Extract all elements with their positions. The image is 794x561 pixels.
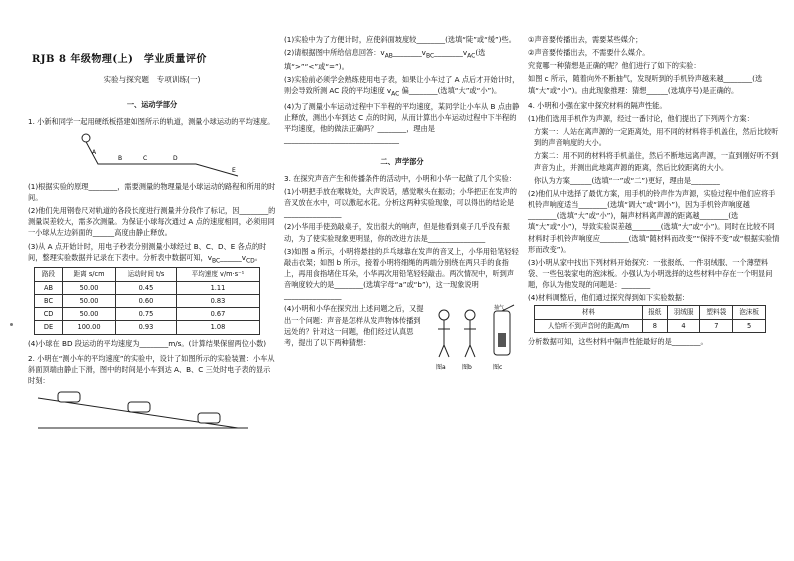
data-table-1: [34, 267, 260, 334]
table-row: [35, 294, 260, 307]
q2-intro: 2. 小明在“测小车的平均速度”的实验中，设计了如图所示的实验装置：小车从斜面顶端由静止下滑，图中的时间是小车到达 A、B、C 三处时电子表的显示时刻：: [28, 353, 275, 385]
table-cell: AB: [35, 281, 63, 294]
plan-1: 方案一：人站在离声源的一定距离处，用不同的材料将手机盖住，然后比较听到的声音响度的大小。: [534, 127, 779, 148]
page-title: RJB 8 年级物理(上) 学业质量评价: [32, 54, 207, 65]
data-table-2: [534, 305, 766, 332]
cart-icon: [58, 392, 80, 402]
q1-part4: (4)小球在 BD 段运动的平均速度为________m/s。(计算结果保留两位小数): [28, 338, 267, 348]
table-cell: 0.93: [116, 321, 177, 334]
table-header: 塑料袋: [700, 306, 733, 319]
fig-label-b: 图b: [462, 364, 472, 372]
q2-part4: (4)为了测量小车运动过程中下半程的平均速度，某同学让小车从 B 点由静止释放，测出小车到达 C 点的时间，从而计算出小车运动过程中下半程的平均速度，他的做法正确吗？________，理由是________________________________: [284, 101, 520, 145]
q3-part3: (3)如图 a 所示，小明将悬挂的乒乓球靠在发声的音叉上，小华用铅笔轻轻敲击衣架；如图 b 所示，接着小明将细绳的两端分别绕在两只手的食指上，再用食指堵住耳朵，小华再次用铅笔轻轻敲击。两次情况中，听到声音响度较大的是________(选填字母“a”或“b”)，这一现象说明________________: [284, 246, 519, 301]
q4-part5: 分析数据可知，这些材料中隔声性能最好的是________。: [528, 336, 708, 346]
table-header: 平均速度 v/m·s⁻¹: [176, 268, 259, 281]
table-header: 羽绒服: [667, 306, 700, 319]
q4-part1: (1)他们选用手机作为声源，经过一番讨论，他们提出了下列两个方案：: [528, 113, 754, 123]
q4-part2: (2)他们从中选择了最优方案，用手机的铃声作为声源，实验过程中他们应将手机铃声响度适当________(选填“调大”或“调小”)，因为手机铃声响度越________(选填“大”或“小”)，隔声材料离声源的距离越________(选填“大”或“小”)，导致实验误差越________(选填“大”或“小”)。同时在比较不同材料时手机铃声响度应________(选填“随材料而改变”“保持不变”或“根据实验情形而改变”)。: [528, 188, 780, 254]
column-3: [528, 0, 780, 561]
ball-icon: [82, 134, 90, 142]
q3-part4-block: [284, 303, 520, 373]
table-cell: 1.11: [176, 281, 259, 294]
table-header: 材料: [535, 306, 643, 319]
track-line: [84, 138, 238, 176]
table-cell: 100.00: [63, 321, 116, 334]
phone-icon: [498, 333, 506, 347]
table-cell: 0.83: [176, 294, 259, 307]
table-row: [535, 319, 766, 332]
q3-part4: (4)小明和小华在探究出上述问题之后，又提出一个问题：声音是怎样从发声物体传播到远处的？针对这一问题，他们经过认真思考，提出了以下两种猜想：: [284, 304, 424, 347]
table-cell: 4: [667, 319, 700, 332]
fig-label-b: B: [118, 154, 123, 162]
q4-part1-answer: 你认为方案______(选填“一”或“二”)更好，理由是________: [534, 175, 720, 185]
fig-label-c: 图c: [493, 364, 503, 372]
q2-part2: (2)请根据图中所给信息回答：$v_{AB}\_\_\_\_\_\_\_\_v_{BC}\_\_\_\_\_\_\_\_v_{AC}$(选填“>”“<”或“=”)。: [284, 48, 486, 71]
table-header-row: [535, 306, 766, 319]
table-cell: 8: [642, 319, 667, 332]
plan-2: 方案二：用不同的材料将手机盖住，然后不断地远离声源，一直到刚好听不到声音为止，并测出此地离声源的距离，然后比较距离的大小。: [534, 151, 779, 172]
q2-part1: (1)实验中为了方便计时，应使斜面坡度较________(选填“陡”或“缓”)些。: [284, 35, 516, 44]
table-row: [35, 321, 260, 334]
table-header: 运动时间 t/s: [116, 268, 177, 281]
q1-part1: (1)根据实验的原理________，需要测量的物理量是小球运动的路程和所用的时间。: [28, 181, 276, 202]
guess-1: ①声音要传播出去，需要某些媒介；: [528, 35, 643, 44]
column-1: [28, 0, 276, 561]
fig-label-a: A: [92, 148, 97, 156]
table-row: [35, 308, 260, 321]
ramp-figure: [28, 388, 268, 432]
table-header-row: [35, 268, 260, 281]
guess-2: ②声音要传播出去，不需要什么媒介。: [528, 48, 650, 58]
section-acoustics-heading: 二、声学部分: [380, 156, 424, 166]
table-header: 泡沫板: [733, 306, 766, 319]
cart-icon: [128, 402, 150, 412]
table-row: [35, 281, 260, 294]
table-cell: 1.08: [176, 321, 259, 334]
column-2: [284, 0, 520, 561]
fig-label-a: 图a: [436, 364, 446, 372]
q3-part1: (1)小明把手放在喉咙处，大声说话，感觉喉头在振动；小华把正在发声的音叉放在水中，可以激起水花。分析这两种实验现象，可以得出的结论是________________: [284, 186, 517, 219]
q3-experiment-text: 如图 c 所示，随着向外不断抽气，发现听到的手机铃声越来越________(选填“大”或“小”)。由此现象推理：猜想______(选填序号)是正确的。: [528, 74, 763, 95]
table-cell: 人恰听不到声音时的距离/m: [535, 319, 643, 332]
sound-experiment-figure: [430, 303, 520, 373]
table-cell: 0.45: [116, 281, 177, 294]
table-cell: 50.00: [63, 294, 116, 307]
track-figure: [28, 130, 268, 178]
fig-label-c: C: [143, 154, 148, 162]
table-cell: 50.00: [63, 308, 116, 321]
table-cell: DE: [35, 321, 63, 334]
q4-part3: (3)小明从家中找出下列材料开始探究：一张报纸、一件羽绒服、一个薄塑料袋、一些包装家电的泡沫板。小强认为小明选择的这些材料中存在一个明显问题，你认为他发现的问题是：________: [528, 257, 773, 290]
table-cell: 5: [733, 319, 766, 332]
table-cell: 0.75: [116, 308, 177, 321]
section-kinematics-heading: 一、运动学部分: [126, 100, 178, 110]
fig-label-pump: 抽气: [494, 305, 505, 312]
q2-part3: (3)实验前必须学会熟练使用电子表，如果让小车过了 A 点后才开始计时，则会导致所测 AC 段的平均速度 $v_{AC}$ 偏________(选填“大”或“小”)。: [284, 75, 520, 98]
q3-intro: 3. 在探究声音产生和传播条件的活动中，小明和小华一起做了几个实验：: [284, 173, 516, 183]
table-cell: 0.60: [116, 294, 177, 307]
page-subtitle: 实验与探究题 专项训练(一): [103, 74, 201, 84]
q1-part3: (3)从 A 点开始计时，用电子秒表分别测量小球经过 B、C、D、E 各点的时间，整理实验数据并记录在下表中。分析表中数据可知，$v_{BC}\_\_\_\_\_\_v_{CD}$。: [28, 241, 267, 265]
q1-intro: 1. 小新和同学一起用硬纸板搭建如图所示的轨道，测量小球运动的平均速度。: [28, 117, 275, 127]
table-cell: 50.00: [63, 281, 116, 294]
table-cell: 7: [700, 319, 733, 332]
table-cell: CD: [35, 308, 63, 321]
table-cell: BC: [35, 294, 63, 307]
table-header: 距离 s/cm: [63, 268, 116, 281]
page-hole-dot: [10, 323, 13, 326]
q4-part4: (4)材料调整后，他们通过探究得到如下实验数据：: [528, 293, 690, 303]
table-header: 报纸: [642, 306, 667, 319]
fig-label-d: D: [173, 154, 178, 162]
table-header: 路段: [35, 268, 63, 281]
q1-part2: (2)他们先用钢卷尺对轨道的各段长度进行测量并分段作了标记，因________的测量误差较大，需多次测量。为保证小球每次通过 A 点的速度相同，必须用同一小球从左边斜面的______高度由静止释放。: [28, 206, 276, 238]
q3-part2: (2)小华用手使劲敲桌子，发出很大的响声，但是他看到桌子几乎没有振动，为了使实验现象更明显，你的改进方法是________________: [284, 222, 510, 243]
table-cell: 0.67: [176, 308, 259, 321]
cart-icon: [198, 413, 220, 423]
q4-intro: 4. 小明和小强在家中探究材料的隔声性能。: [528, 100, 667, 110]
fig-label-e: E: [232, 166, 236, 174]
q3-experiment-intro: 究竟哪一种猜想是正确的呢？他们进行了如下的实验：: [528, 61, 701, 71]
